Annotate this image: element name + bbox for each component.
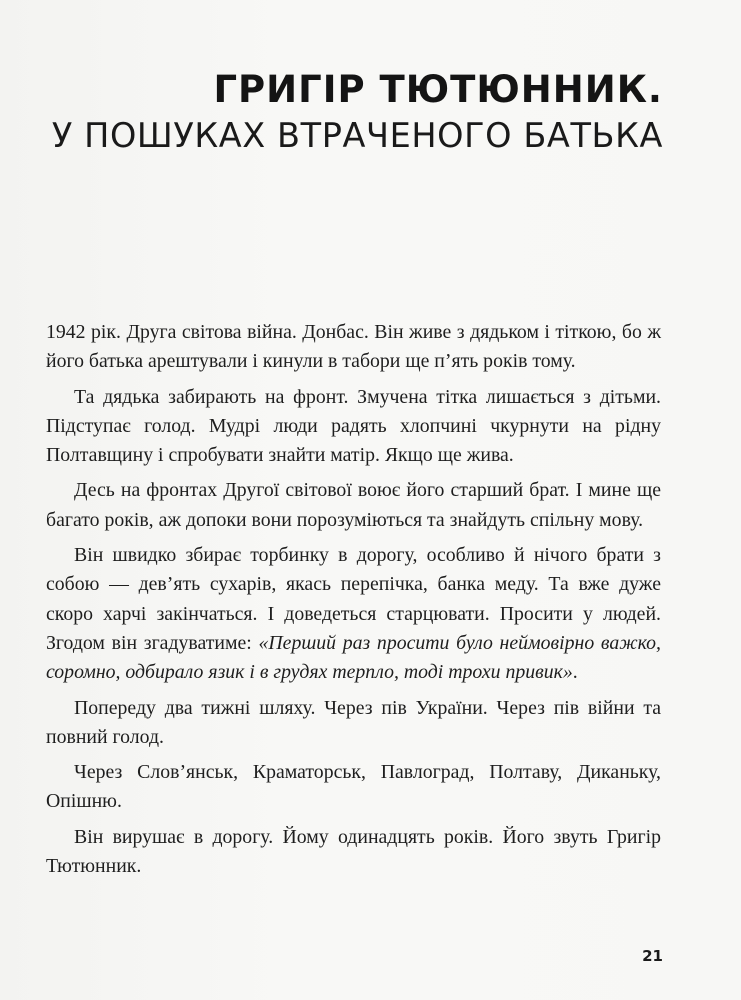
chapter-heading (52, 66, 663, 158)
paragraph-1: 1942 рік. Друга світова війна. Донбас. Він живе з дядьком і тіткою, бо ж його батька арештували і кинули в табори ще п’ять років тому. (46, 321, 661, 373)
quote: «Перший раз просити було неймовірно важко, соромно, одбирало язик і в грудях терпло, тоді трохи привик» (46, 631, 661, 684)
paragraph-2: Та дядька забирають на фронт. Змучена тітка лишається з дітьми. Підступає голод. Мудрі люди радять хлопчині чкурнути на рідну Полтавщину і спробувати знайти матір. Якщо ще жива. (46, 385, 661, 467)
paragraph-5: Попереду два тижні шляху. Через пів України. Через пів війни та повний голод. (46, 696, 661, 748)
chapter-title: ГРИГІР ТЮТЮННИК. (213, 68, 663, 111)
paragraph-4-end: . (572, 661, 578, 684)
chapter-body (46, 318, 661, 887)
paragraph-4-text: Він швидко збирає торбинку в дорогу, особливо й нічого брати з собою — дев’ять сухарів, якась перепічка, банка меду. Та вже дуже скоро харчі закінчаться. І доведеться старцювати. Просити у людей. Згодом він згадуватиме: (46, 544, 661, 654)
paragraph-3: Десь на фронтах Другої світової воює його старший брат. І мине ще багато років, аж допоки вони порозуміються та знайдуть спільну мову. (46, 479, 661, 531)
chapter-subtitle: У ПОШУКАХ ВТРАЧЕНОГО БАТЬКА (51, 116, 663, 155)
page-number: 21 (642, 947, 663, 965)
paragraph-6: Через Слов’янськ, Краматорськ, Павлоград, Полтаву, Диканьку, Опішню. (46, 761, 661, 813)
paragraph-7: Він вирушає в дорогу. Йому одинадцять років. Його звуть Григір Тютюнник. (46, 825, 661, 878)
paragraph-4 (46, 541, 661, 687)
